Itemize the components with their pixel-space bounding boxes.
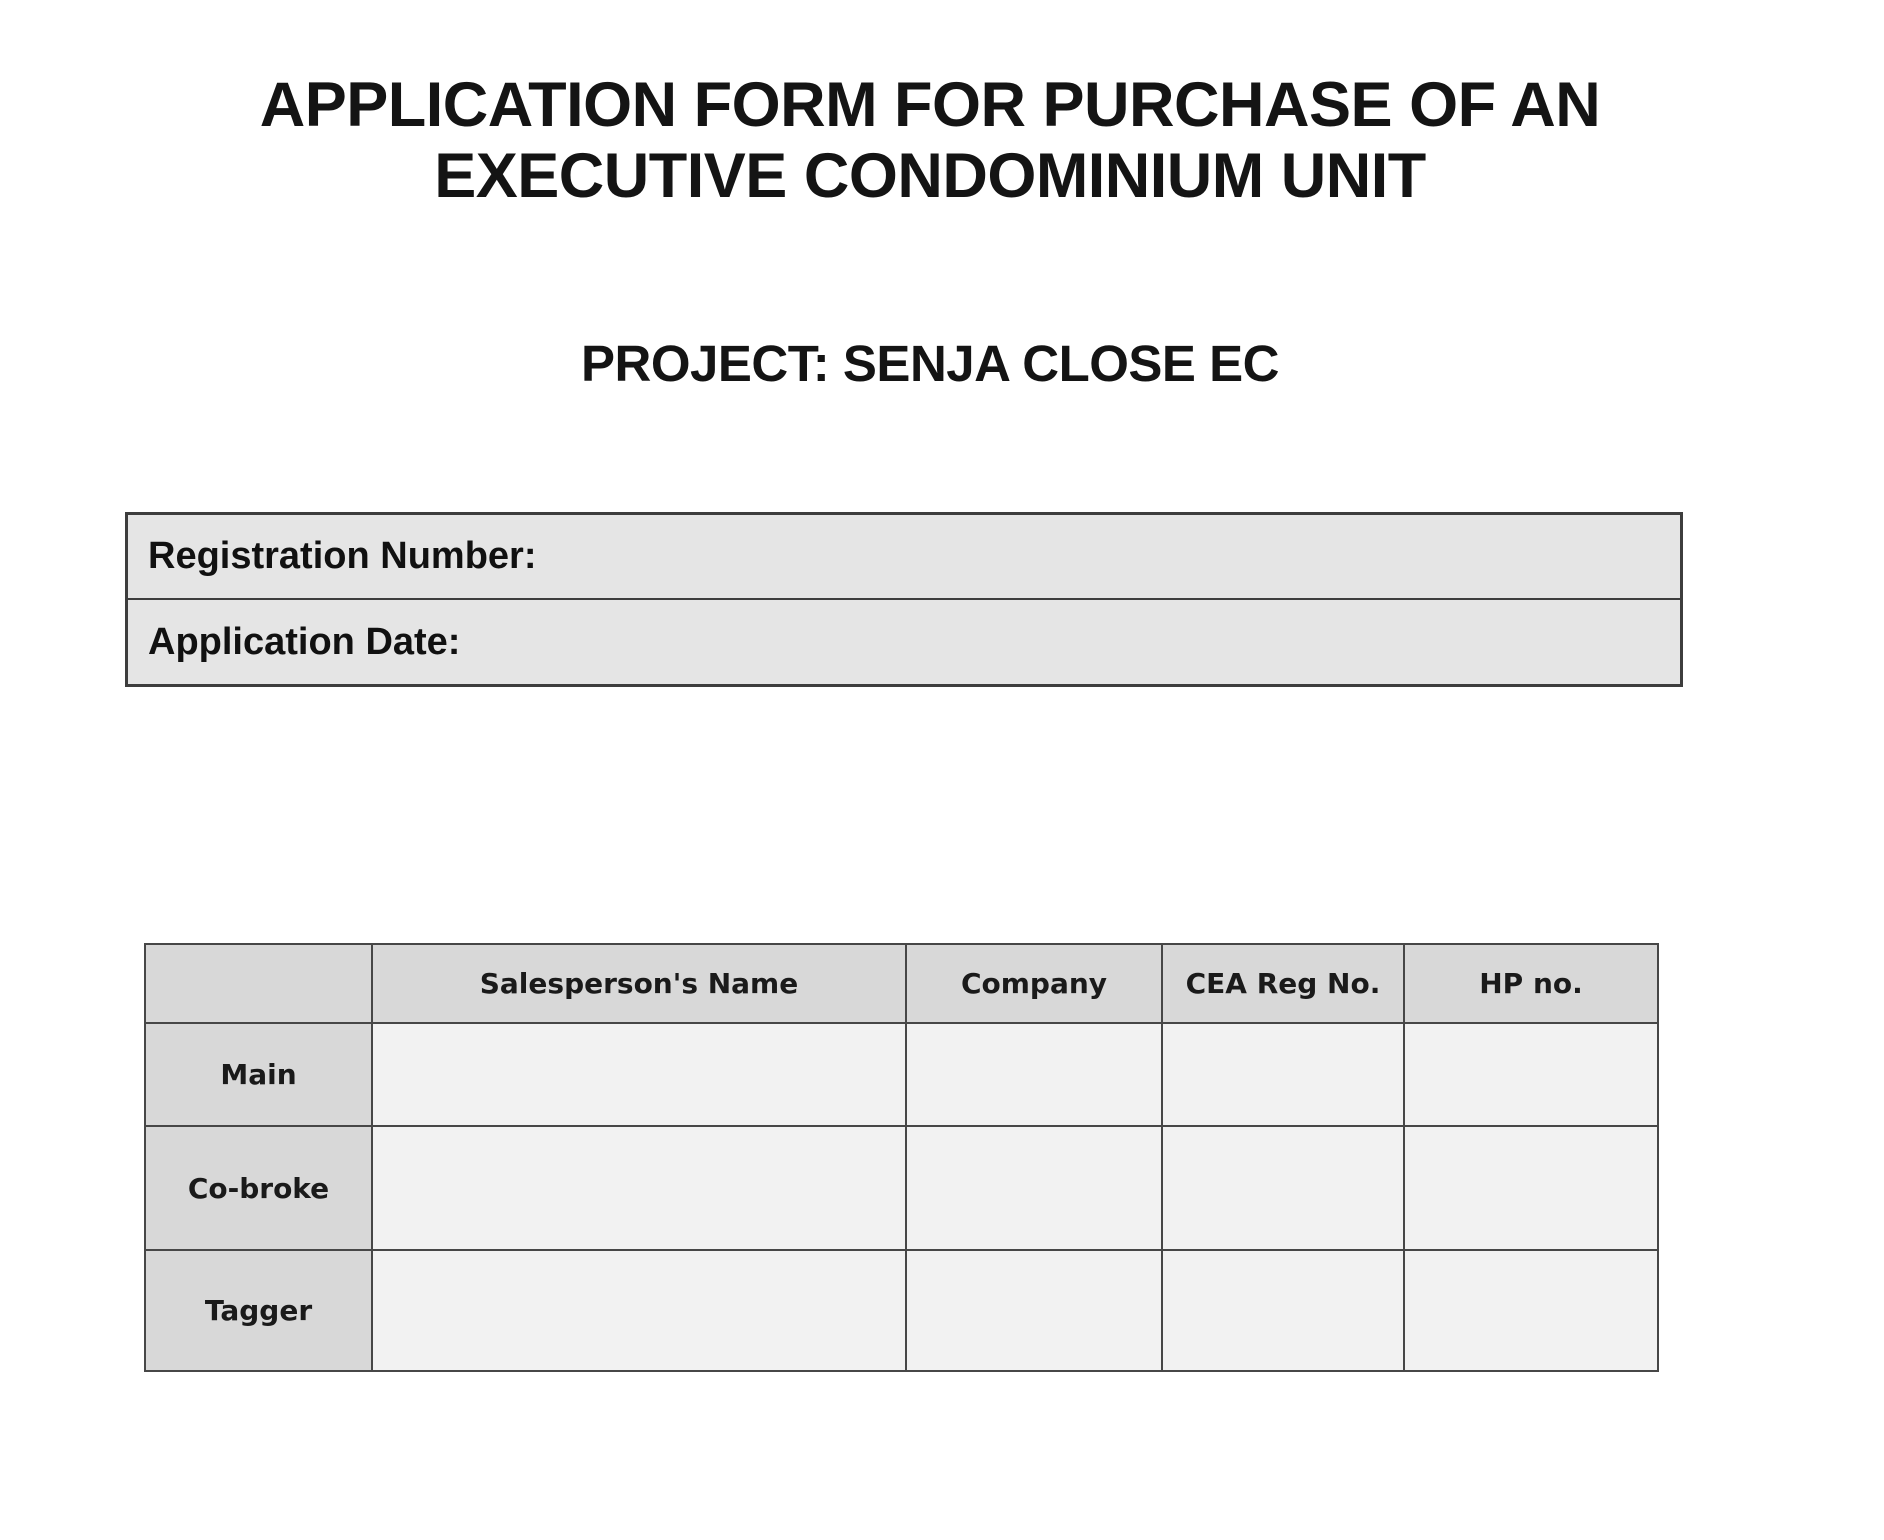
table-row-tagger bbox=[145, 1250, 1658, 1371]
cell-tagger-hp-no[interactable] bbox=[1404, 1250, 1658, 1371]
cell-co-broke-company[interactable] bbox=[906, 1126, 1162, 1250]
col-header-hp-no: HP no. bbox=[1404, 944, 1658, 1023]
registration-number-value[interactable] bbox=[536, 515, 1680, 598]
col-header-company: Company bbox=[906, 944, 1162, 1023]
cell-main-company[interactable] bbox=[906, 1023, 1162, 1126]
cell-main-salesperson-name[interactable] bbox=[372, 1023, 906, 1126]
cell-co-broke-cea-reg-no[interactable] bbox=[1162, 1126, 1404, 1250]
registration-number-label: Registration Number: bbox=[148, 535, 537, 577]
cell-main-cea-reg-no[interactable] bbox=[1162, 1023, 1404, 1126]
cell-main-hp-no[interactable] bbox=[1404, 1023, 1658, 1126]
row-header-main: Main bbox=[145, 1023, 372, 1126]
application-date-label: Application Date: bbox=[148, 620, 461, 663]
page-title-line-2: EXECUTIVE CONDOMINIUM UNIT bbox=[434, 141, 1426, 211]
registration-number-row bbox=[128, 515, 1680, 600]
table-header-row bbox=[145, 944, 1658, 1023]
application-date-row bbox=[128, 600, 1680, 684]
page-title-line-1: APPLICATION FORM FOR PURCHASE OF AN bbox=[259, 70, 1601, 140]
cell-tagger-cea-reg-no[interactable] bbox=[1162, 1250, 1404, 1371]
col-header-salesperson-name: Salesperson's Name bbox=[372, 944, 906, 1023]
row-header-co-broke: Co-broke bbox=[145, 1126, 372, 1250]
table-row-main bbox=[145, 1023, 1658, 1126]
project-title: PROJECT: SENJA CLOSE EC bbox=[581, 335, 1279, 392]
cell-tagger-company[interactable] bbox=[906, 1250, 1162, 1371]
table-row-co-broke bbox=[145, 1126, 1658, 1250]
cell-tagger-salesperson-name[interactable] bbox=[372, 1250, 906, 1371]
row-header-tagger: Tagger bbox=[145, 1250, 372, 1371]
cell-co-broke-hp-no[interactable] bbox=[1404, 1126, 1658, 1250]
page-title bbox=[0, 70, 1860, 212]
cell-co-broke-salesperson-name[interactable] bbox=[372, 1126, 906, 1250]
col-header-cea-reg-no: CEA Reg No. bbox=[1162, 944, 1404, 1023]
salesperson-table bbox=[144, 943, 1659, 1372]
application-date-value[interactable] bbox=[460, 600, 1680, 684]
registration-box bbox=[125, 512, 1683, 687]
col-header-blank bbox=[145, 944, 372, 1023]
